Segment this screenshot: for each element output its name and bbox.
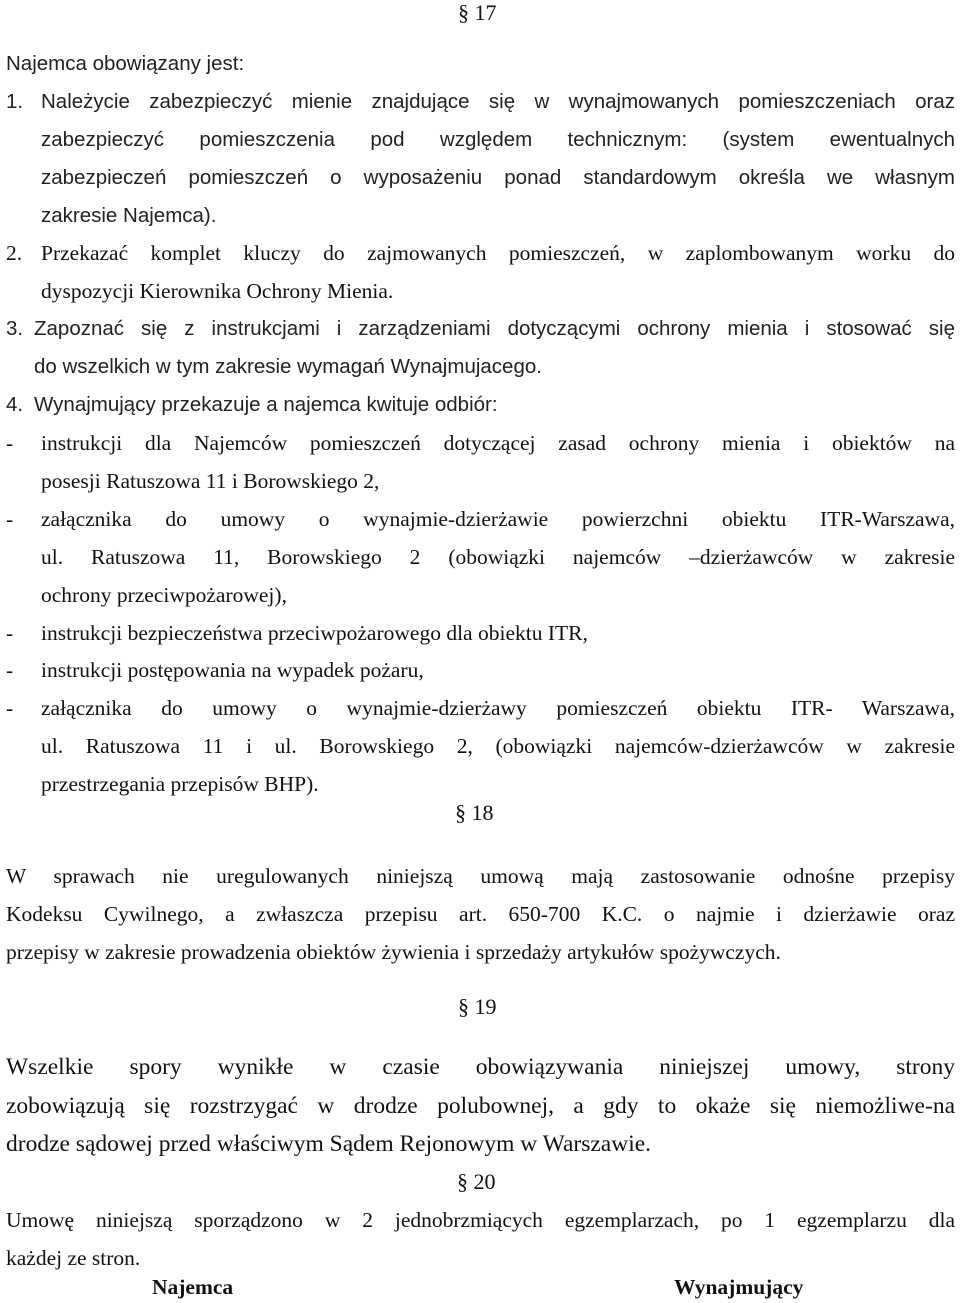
signature-najemca: Najemca (152, 1275, 234, 1299)
section-20-heading: § 20 (457, 1169, 496, 1194)
list-dash: - (6, 658, 14, 682)
item-4-line-1: Wynajmujący przekazuje a najemca kwituje odbiór: (34, 393, 498, 416)
list-item-2-line-2: ul. Ratuszowa 11, Borowskiego 2 (obowiązki najemców –dzierżawców w zakresie (41, 545, 955, 569)
section-19-line-3: drodze sądowej przed właściwym Sądem Rejonowym w Warszawie. (6, 1131, 652, 1157)
item-1-number: 1. (6, 90, 24, 113)
item-3-number: 3. (6, 317, 24, 340)
section-18-line-3: przepisy w zakresie prowadzenia obiektów żywienia i sprzedaży artykułów spożywczych. (6, 940, 781, 964)
section-17-heading: § 17 (458, 0, 497, 25)
item-1-line-1: Należycie zabezpieczyć mienie znajdujące się w wynajmowanych pomieszczeniach oraz (41, 90, 955, 113)
list-item-3-line-1: instrukcji bezpieczeństwa przeciwpożarowego dla obiektu ITR, (41, 621, 588, 645)
item-2-line-1: Przekazać komplet kluczy do zajmowanych pomieszczeń, w zaplombowanym worku do (41, 241, 955, 265)
item-1-line-2: zabezpieczyć pomieszczenia pod względem technicznym: (system ewentualnych (41, 128, 955, 151)
section-20-line-2: każdej ze stron. (6, 1246, 141, 1270)
item-2-number: 2. (6, 241, 23, 265)
section-19-line-1: Wszelkie spory wynikłe w czasie obowiązywania niniejszej umowy, strony (6, 1054, 955, 1080)
list-dash: - (6, 507, 14, 531)
signature-wynajmujacy: Wynajmujący (674, 1275, 804, 1299)
item-1-line-4: zakresie Najemca). (41, 204, 217, 227)
list-dash: - (6, 431, 14, 455)
list-item-1-line-2: posesji Ratuszowa 11 i Borowskiego 2, (41, 469, 380, 493)
list-item-2-line-1: załącznika do umowy o wynajmie-dzierżawie powierzchni obiektu ITR-Warszawa, (41, 507, 955, 531)
list-item-2-line-3: ochrony przeciwpożarowej), (41, 583, 287, 607)
list-item-5-line-3: przestrzegania przepisów BHP). (41, 772, 319, 796)
item-1-line-3: zabezpieczeń pomieszczeń o wyposażeniu ponad standardowym określa we własnym (41, 166, 955, 189)
section-18-line-2: Kodeksu Cywilnego, a zwłaszcza przepisu art. 650-700 K.C. o najmie i dzierżawie oraz (6, 902, 955, 926)
intro-line: Najemca obowiązany jest: (6, 52, 245, 75)
item-2-line-2: dyspozycji Kierownika Ochrony Mienia. (41, 279, 394, 303)
list-item-5-line-1: załącznika do umowy o wynajmie-dzierżawy pomieszczeń obiektu ITR- Warszawa, (41, 696, 955, 720)
section-19-line-2: zobowiązują się rozstrzygać w drodze polubownej, a gdy to okaże się niemożliwe-na (6, 1093, 955, 1119)
list-item-4-line-1: instrukcji postępowania na wypadek pożaru, (41, 658, 424, 682)
section-18-heading: § 18 (455, 800, 494, 825)
item-3-line-2: do wszelkich w tym zakresie wymagań Wynajmujacego. (34, 355, 542, 378)
item-3-line-1: Zapoznać się z instrukcjami i zarządzeniami dotyczącymi ochrony mienia i stosować się (34, 317, 955, 340)
section-19-heading: § 19 (458, 994, 497, 1019)
section-20-line-1: Umowę niniejszą sporządzono w 2 jednobrzmiących egzemplarzach, po 1 egzemplarzu dla (6, 1208, 955, 1232)
list-item-1-line-1: instrukcji dla Najemców pomieszczeń dotyczącej zasad ochrony mienia i obiektów na (41, 431, 955, 455)
list-item-5-line-2: ul. Ratuszowa 11 i ul. Borowskiego 2, (obowiązki najemców-dzierżawców w zakresie (41, 734, 955, 758)
item-4-number: 4. (6, 393, 24, 416)
list-dash: - (6, 696, 14, 720)
section-18-line-1: W sprawach nie uregulowanych niniejszą umową mają zastosowanie odnośne przepisy (6, 864, 955, 888)
list-dash: - (6, 621, 14, 645)
